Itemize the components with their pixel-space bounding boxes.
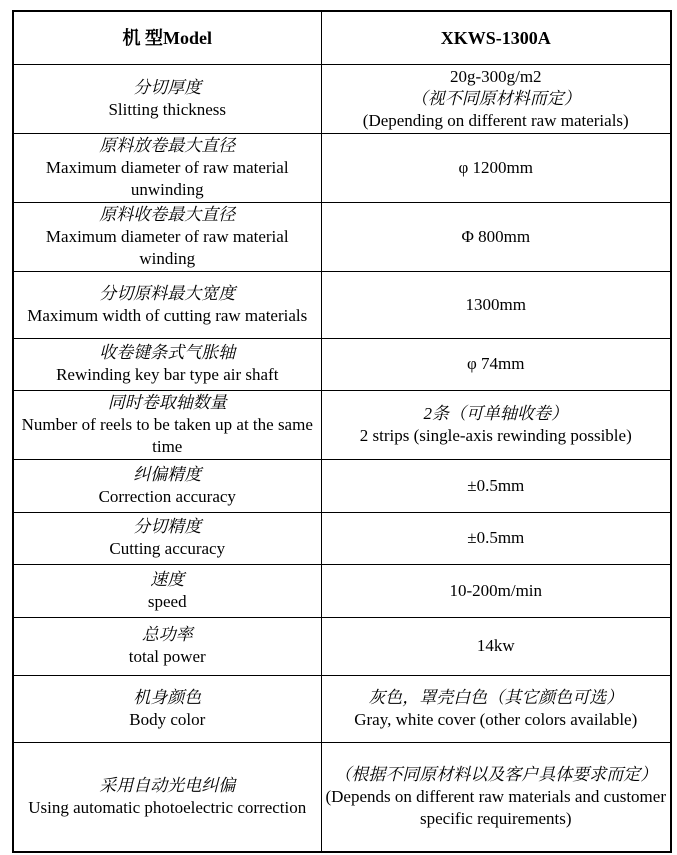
spec-value-cell xyxy=(321,133,671,202)
spec-value-cell xyxy=(321,64,671,133)
spec-label-en: Body color xyxy=(129,709,206,729)
spec-label-zh: 原料收卷最大直径 xyxy=(99,204,236,224)
header-row xyxy=(13,11,671,64)
spec-label-cell xyxy=(13,390,321,459)
spec-label-en: Rewinding key bar type air shaft xyxy=(56,365,279,384)
spec-label-zh: 机身颜色 xyxy=(133,687,202,707)
model-header-label-text: 机 型Model xyxy=(122,27,212,48)
spec-value-cell xyxy=(321,390,671,459)
spec-label-en: Correction accuracy xyxy=(98,486,236,506)
spec-row-max-winding-diameter xyxy=(13,202,671,271)
spec-label-cell xyxy=(13,271,321,338)
spec-label-zh: 同时卷取轴数量 xyxy=(107,392,227,412)
spec-value-line: （视不同原材料而定） xyxy=(410,88,581,108)
spec-value-cell xyxy=(321,202,671,271)
spec-value-line: 灰色，罩壳白色（其它颜色可选） xyxy=(368,687,624,707)
spec-value-line: 10-200m/min xyxy=(449,580,543,600)
spec-value-line: 2 strips (single-axis rewinding possible) xyxy=(359,425,632,445)
spec-row-number-of-reels xyxy=(13,390,671,459)
spec-value-cell xyxy=(321,564,671,617)
spec-row-speed xyxy=(13,564,671,617)
spec-value-line: 1300mm xyxy=(465,294,526,314)
spec-value-cell xyxy=(321,742,671,852)
spec-label-cell xyxy=(13,459,321,512)
spec-label-cell xyxy=(13,133,321,202)
spec-label-zh: 纠偏精度 xyxy=(133,464,202,484)
model-header-value xyxy=(321,11,671,64)
spec-label-en: Using automatic photoelectric correction xyxy=(28,797,307,817)
spec-row-max-cutting-width xyxy=(13,271,671,338)
spec-value-line: ±0.5mm xyxy=(467,528,525,547)
spec-row-total-power xyxy=(13,617,671,675)
spec-label-zh: 分切厚度 xyxy=(133,77,202,97)
spec-label-en: total power xyxy=(128,647,206,666)
spec-value-line: 2条（可单轴收卷） xyxy=(423,403,568,423)
spec-label-cell xyxy=(13,202,321,271)
spec-row-photoelectric-correction xyxy=(13,742,671,852)
spec-label-cell xyxy=(13,742,321,852)
spec-label-en: Slitting thickness xyxy=(108,99,227,119)
spec-label-cell xyxy=(13,64,321,133)
spec-label-zh: 采用自动光电纠偏 xyxy=(99,775,236,795)
model-header-value-text: XKWS-1300A xyxy=(440,27,551,48)
spec-value-cell xyxy=(321,617,671,675)
spec-value-line: Φ 800mm xyxy=(461,226,531,246)
spec-label-en: speed xyxy=(147,591,187,611)
spec-value-line: (Depending on different raw materials) xyxy=(362,110,629,130)
spec-value-cell xyxy=(321,459,671,512)
spec-value-cell xyxy=(321,338,671,390)
spec-row-air-shaft xyxy=(13,338,671,390)
spec-row-body-color xyxy=(13,675,671,742)
machine-spec-table xyxy=(12,10,672,853)
spec-label-en: Maximum width of cutting raw materials xyxy=(27,305,308,325)
spec-value-line: 20g-300g/m2 xyxy=(449,66,542,86)
spec-label-en: Maximum diameter of raw material unwinding xyxy=(45,157,289,199)
spec-label-en: Maximum diameter of raw material winding xyxy=(45,226,289,268)
spec-value-cell xyxy=(321,675,671,742)
spec-label-cell xyxy=(13,512,321,564)
spec-row-cutting-accuracy xyxy=(13,512,671,564)
spec-value-cell xyxy=(321,271,671,338)
spec-value-line: φ 1200mm xyxy=(458,157,533,177)
spec-value-line: (Depends on different raw materials and customer specific requirements) xyxy=(325,786,666,828)
spec-label-cell xyxy=(13,617,321,675)
spec-value-line: 14kw xyxy=(476,636,515,655)
spec-label-zh: 速度 xyxy=(150,569,185,589)
spec-value-line: Gray, white cover (other colors available) xyxy=(354,709,638,729)
spec-value-line: ±0.5mm xyxy=(467,475,525,495)
spec-row-correction-accuracy xyxy=(13,459,671,512)
spec-label-zh: 分切原料最大宽度 xyxy=(99,283,236,303)
spec-label-zh: 分切精度 xyxy=(133,517,202,536)
spec-value-line: φ 74mm xyxy=(466,354,525,373)
spec-label-zh: 总功率 xyxy=(141,625,193,644)
spec-label-zh: 原料放卷最大直径 xyxy=(99,135,236,155)
spec-value-line: （根据不同原材料以及客户具体要求而定） xyxy=(334,764,658,784)
spec-label-cell xyxy=(13,675,321,742)
spec-label-cell xyxy=(13,564,321,617)
spec-label-en: Number of reels to be taken up at the same time xyxy=(21,414,313,456)
spec-label-en: Cutting accuracy xyxy=(109,539,226,558)
spec-value-cell xyxy=(321,512,671,564)
spec-label-cell xyxy=(13,338,321,390)
model-header-label xyxy=(13,11,321,64)
spec-row-max-unwinding-diameter xyxy=(13,133,671,202)
spec-label-zh: 收卷键条式气胀轴 xyxy=(99,343,236,362)
spec-row-slitting-thickness xyxy=(13,64,671,133)
